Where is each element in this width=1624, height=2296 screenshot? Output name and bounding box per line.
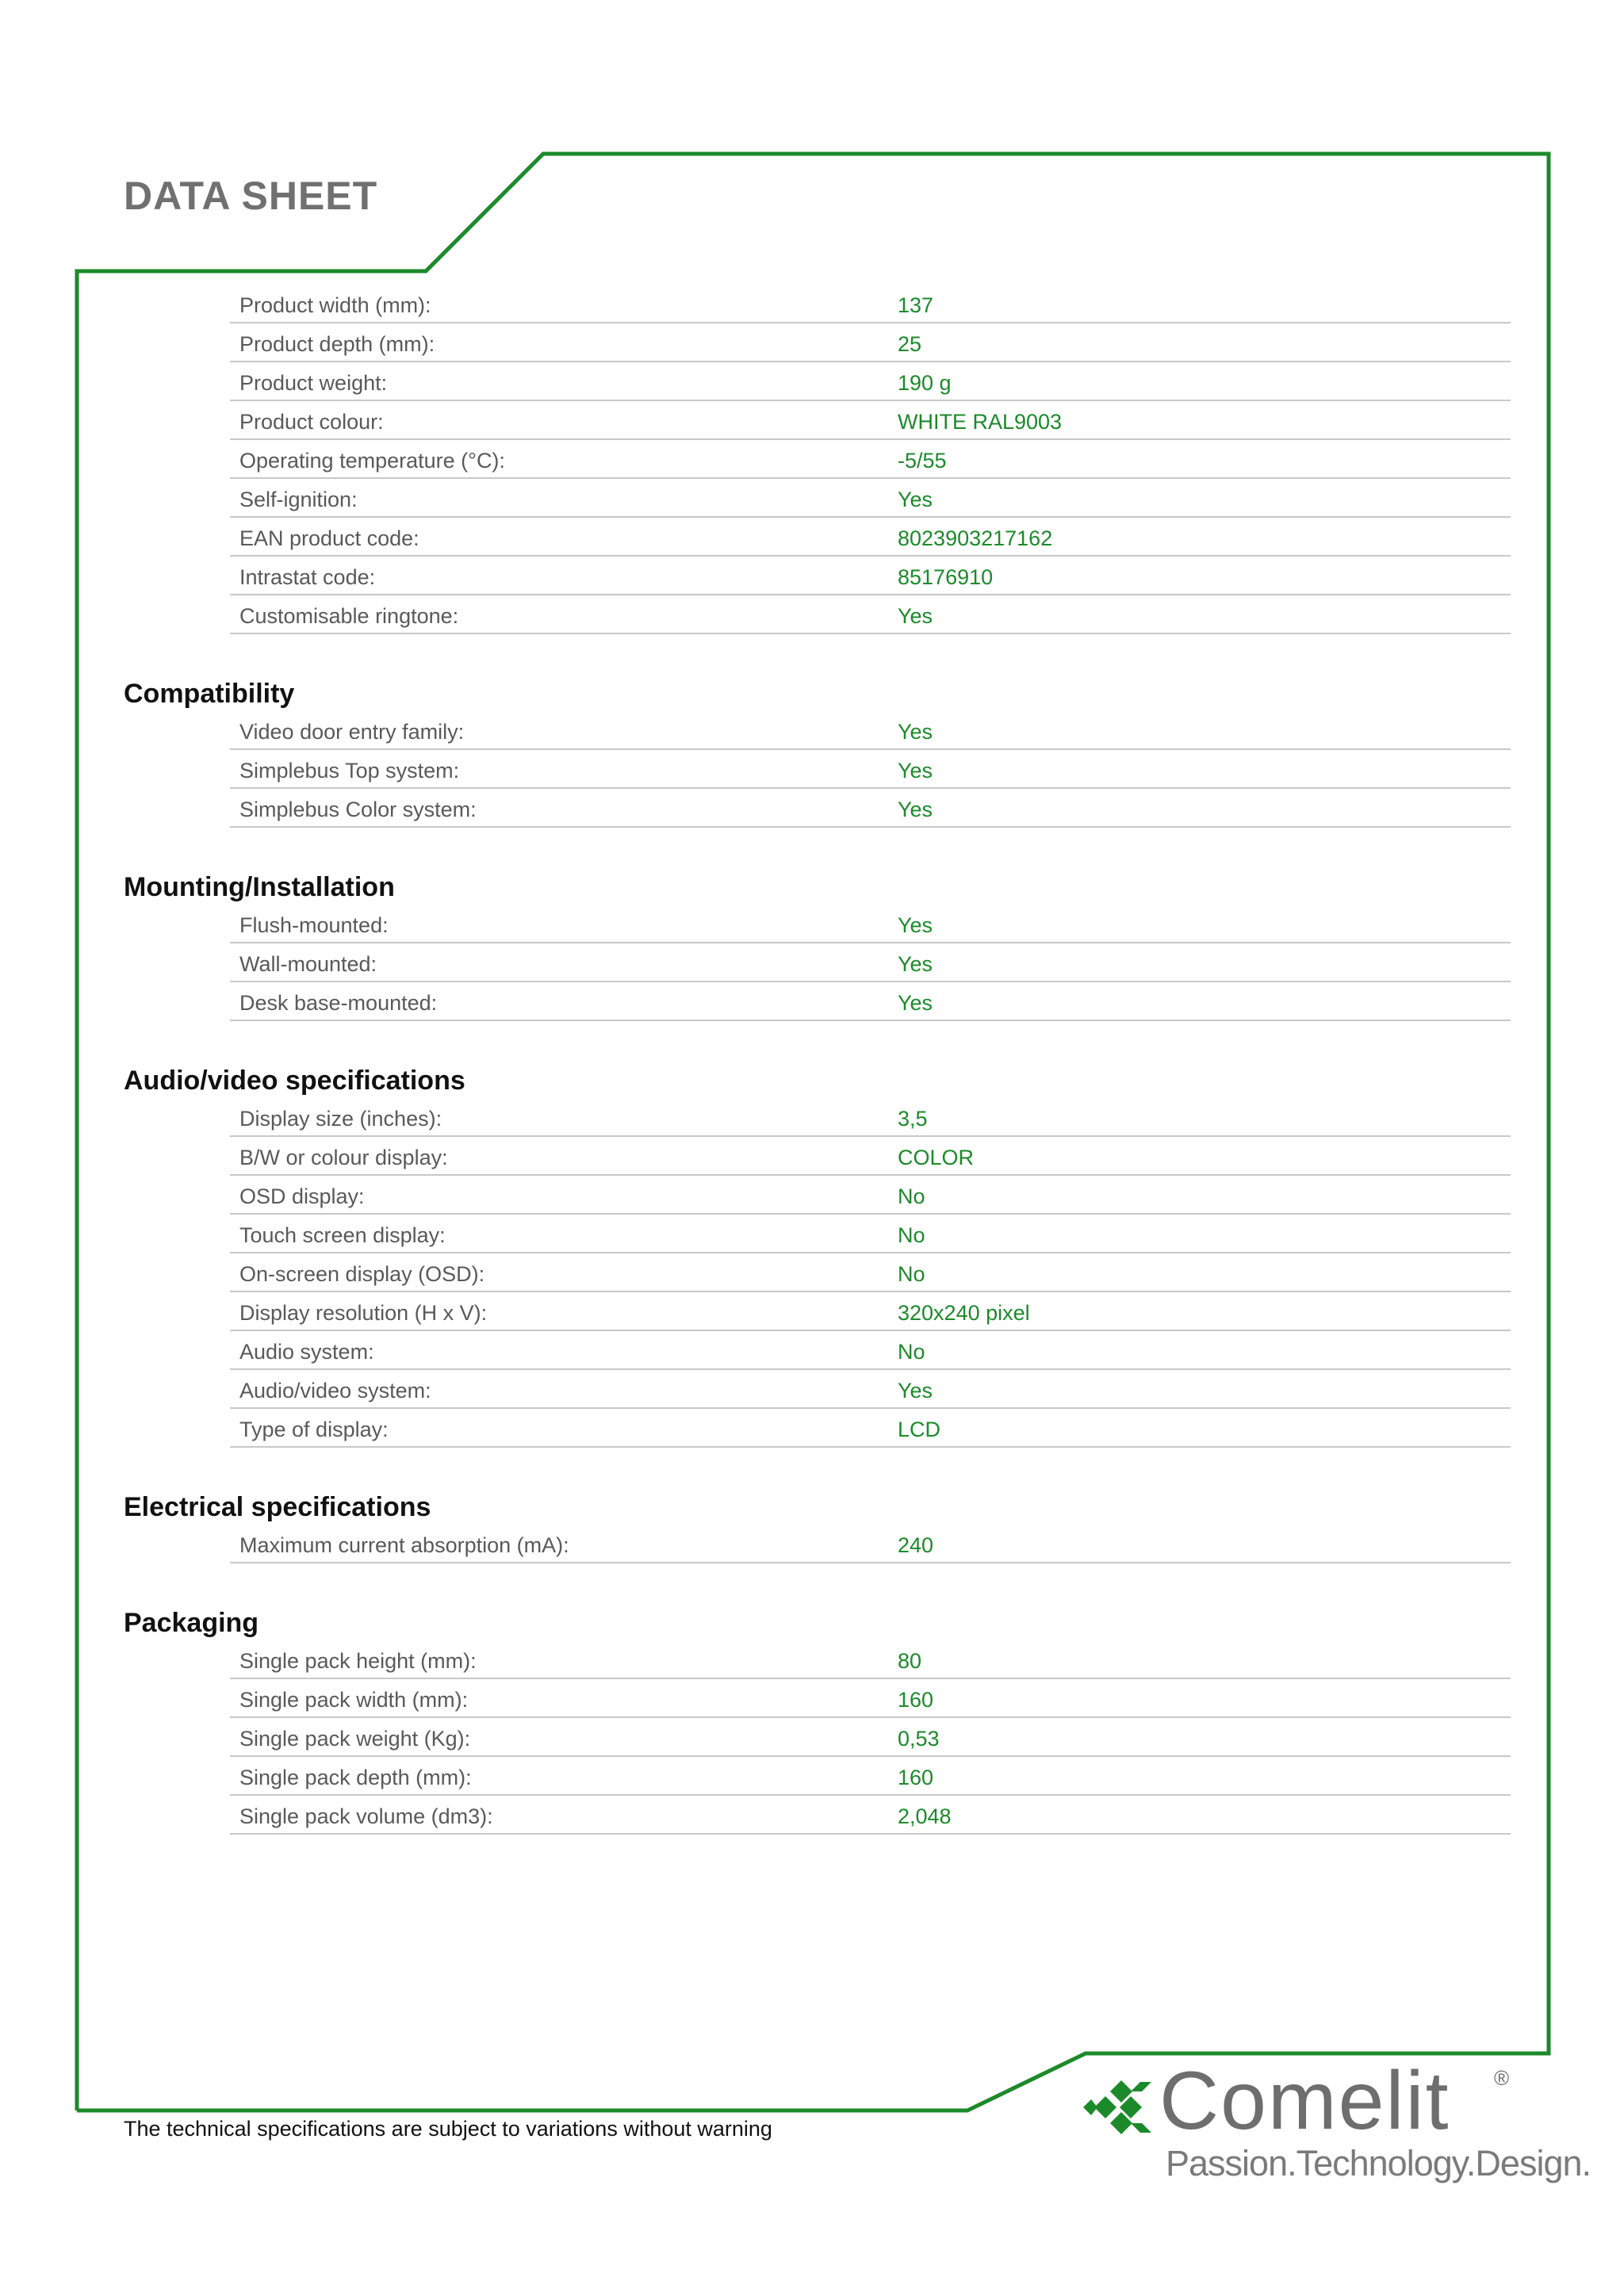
spec-row: [230, 400, 1511, 440]
spec-label: Simplebus Color system:: [239, 798, 477, 821]
spec-value: 3,5: [898, 1107, 928, 1131]
spec-value: 137: [898, 293, 934, 317]
spec-value: WHITE RAL9003: [898, 410, 1063, 434]
spec-row: [230, 322, 1511, 362]
spec-row: [230, 477, 1511, 518]
spec-value: COLOR: [898, 1146, 975, 1169]
spec-label: Single pack width (mm):: [239, 1688, 469, 1712]
spec-label: Wall-mounted:: [239, 952, 377, 976]
spec-value: 0,53: [898, 1727, 940, 1751]
comelit-diamond-logo-icon: [1083, 2077, 1162, 2137]
spec-label: Video door entry family:: [239, 720, 465, 744]
section-heading-packaging: Packaging: [124, 1608, 259, 1638]
spec-value: Yes: [898, 991, 933, 1015]
spec-value: No: [898, 1184, 925, 1208]
spec-label: Single pack height (mm):: [239, 1649, 477, 1673]
spec-row: [230, 361, 1511, 401]
spec-value: 240: [898, 1533, 934, 1557]
spec-row: [230, 1252, 1511, 1292]
spec-row: [230, 1135, 1511, 1176]
brand-name: Comelit: [1159, 2055, 1450, 2147]
spec-label: Product weight:: [239, 371, 388, 395]
spec-value: 85176910: [898, 565, 994, 589]
spec-row: [230, 1213, 1511, 1253]
spec-row: [230, 1330, 1511, 1370]
brand-tagline: Passion.Technology.Design.: [1166, 2143, 1591, 2183]
spec-row: [230, 1794, 1511, 1835]
spec-value: Yes: [898, 798, 933, 821]
spec-row: [230, 594, 1511, 634]
spec-row: [230, 1716, 1511, 1757]
spec-row: [230, 981, 1511, 1021]
spec-row: [230, 1523, 1511, 1563]
section-heading-compatibility: Compatibility: [124, 679, 295, 709]
spec-row: [230, 1368, 1511, 1409]
spec-label: Simplebus Top system:: [239, 759, 460, 783]
spec-row: [230, 942, 1511, 982]
spec-label: Single pack depth (mm):: [239, 1766, 472, 1789]
spec-row: [230, 1174, 1511, 1215]
spec-label: OSD display:: [239, 1184, 365, 1208]
spec-label: Product depth (mm):: [239, 332, 435, 356]
spec-value: No: [898, 1223, 925, 1247]
section-heading-audio-video: Audio/video specifications: [124, 1066, 465, 1096]
page-title: DATA SHEET: [124, 174, 378, 218]
spec-value: 190 g: [898, 371, 952, 395]
spec-value: 2,048: [898, 1804, 952, 1828]
spec-value: Yes: [898, 759, 933, 783]
spec-label: Product colour:: [239, 410, 384, 434]
spec-value: Yes: [898, 952, 933, 976]
spec-label: Maximum current absorption (mA):: [239, 1533, 569, 1557]
spec-value: 25: [898, 332, 922, 356]
spec-label: Product width (mm):: [239, 293, 431, 317]
spec-row: [230, 438, 1511, 479]
registered-mark: ®: [1494, 2066, 1510, 2090]
spec-label: Flush-mounted:: [239, 913, 389, 937]
spec-label: Display size (inches):: [239, 1107, 442, 1131]
spec-row: [230, 283, 1511, 323]
spec-value: 8023903217162: [898, 526, 1053, 550]
spec-value: Yes: [898, 604, 933, 628]
spec-value: -5/55: [898, 449, 947, 473]
spec-row: [230, 1678, 1511, 1718]
spec-label: Self-ignition:: [239, 488, 358, 511]
spec-value: Yes: [898, 488, 933, 511]
spec-label: EAN product code:: [239, 526, 419, 550]
spec-value: No: [898, 1262, 925, 1286]
spec-label: Audio system:: [239, 1340, 374, 1364]
spec-row: [230, 903, 1511, 943]
spec-label: Touch screen display:: [239, 1223, 446, 1247]
spec-value: Yes: [898, 720, 933, 744]
spec-value: Yes: [898, 913, 933, 937]
spec-row: [230, 1639, 1511, 1679]
spec-value: LCD: [898, 1418, 941, 1441]
spec-value: Yes: [898, 1379, 933, 1402]
spec-label: Customisable ringtone:: [239, 604, 459, 628]
disclaimer-note: The technical specifications are subject to variations without warning: [124, 2117, 772, 2141]
spec-row: [230, 555, 1511, 595]
spec-value: 160: [898, 1688, 934, 1712]
spec-label: On-screen display (OSD):: [239, 1262, 485, 1286]
spec-row: [230, 748, 1511, 789]
spec-row: [230, 787, 1511, 828]
spec-row: [230, 1755, 1511, 1796]
spec-label: Operating temperature (°C):: [239, 449, 505, 473]
spec-value: No: [898, 1340, 925, 1364]
spec-row: [230, 1407, 1511, 1448]
spec-row: [230, 516, 1511, 557]
spec-label: Single pack volume (dm3):: [239, 1804, 493, 1828]
spec-label: Desk base-mounted:: [239, 991, 438, 1015]
spec-label: Audio/video system:: [239, 1379, 431, 1402]
spec-label: Intrastat code:: [239, 565, 376, 589]
spec-label: B/W or colour display:: [239, 1146, 448, 1169]
spec-value: 80: [898, 1649, 922, 1673]
spec-label: Single pack weight (Kg):: [239, 1727, 471, 1751]
spec-label: Display resolution (H x V):: [239, 1301, 488, 1325]
spec-row: [230, 1291, 1511, 1331]
spec-value: 320x240 pixel: [898, 1301, 1030, 1325]
section-heading-mounting: Mounting/Installation: [124, 872, 395, 902]
spec-value: 160: [898, 1766, 934, 1789]
section-heading-electrical: Electrical specifications: [124, 1492, 431, 1522]
spec-row: [230, 710, 1511, 750]
spec-label: Type of display:: [239, 1418, 389, 1441]
spec-row: [230, 1096, 1511, 1137]
